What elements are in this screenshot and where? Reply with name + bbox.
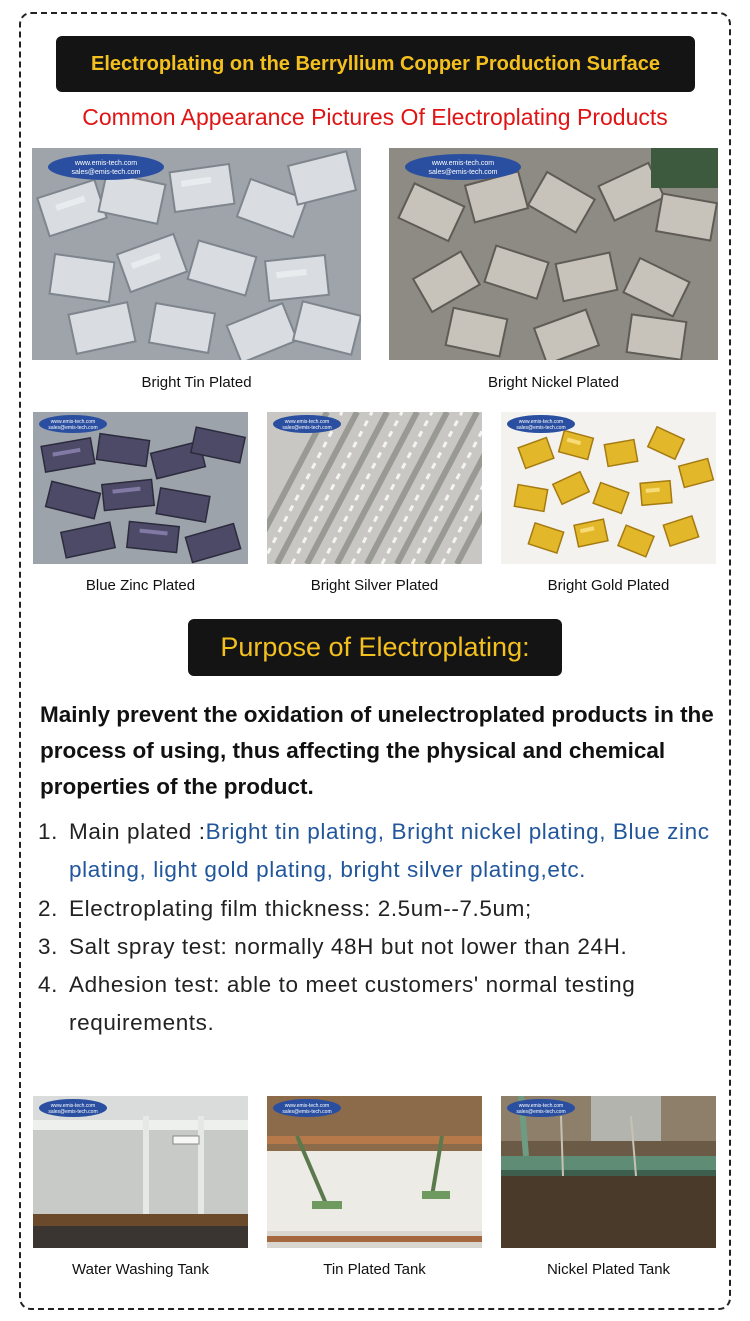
photo-stamp-website: www.emis-tech.com (74, 160, 138, 167)
svg-text:www.emis-tech.com: www.emis-tech.com (518, 419, 564, 425)
caption-silver: Bright Silver Plated (310, 577, 439, 594)
svg-text:www.emis-tech.com: www.emis-tech.com (284, 1103, 330, 1109)
svg-text:www.emis-tech.com: www.emis-tech.com (284, 419, 330, 425)
purpose-intro: Mainly prevent the oxidation of unelectroplated products in the process of using, thus affecting the physical and chemical properties of the product. (40, 702, 714, 799)
svg-text:sales@emis-tech.com: sales@emis-tech.com (48, 425, 98, 431)
list-item: 4. Adhesion test: able to meet customers' normal testing requirements. (38, 972, 636, 1036)
svg-text:www.emis-tech.com: www.emis-tech.com (518, 1103, 564, 1109)
caption-tin-plated-tank: Tin Plated Tank (323, 1261, 426, 1278)
list-item: 3. Salt spray test: normally 48H but not lower than 24H. (38, 933, 628, 959)
list-item: 2. Electroplating film thickness: 2.5um--7.5um; (38, 895, 532, 921)
svg-text:www.emis-tech.com: www.emis-tech.com (50, 419, 96, 425)
purpose-title: Purpose of Electroplating: (220, 632, 530, 662)
purpose-heading (188, 619, 562, 676)
banner-title: Electroplating on the Berryllium Copper Production Surface (91, 52, 660, 75)
section-subtitle: Common Appearance Pictures Of Electroplating Products (82, 104, 668, 130)
photo-stamp-email: sales@emis-tech.com (71, 169, 141, 176)
svg-text:sales@emis-tech.com: sales@emis-tech.com (48, 1109, 98, 1115)
svg-text:www.emis-tech.com: www.emis-tech.com (50, 1103, 96, 1109)
caption-tin: Bright Tin Plated (141, 374, 252, 391)
water-washing-tank-photo (33, 1096, 248, 1248)
svg-text:sales@emis-tech.com: sales@emis-tech.com (516, 1109, 566, 1115)
zinc-plated-photo (33, 412, 248, 564)
caption-gold: Bright Gold Plated (547, 577, 670, 594)
caption-nickel: Bright Nickel Plated (488, 374, 619, 391)
caption-water-washing-tank: Water Washing Tank (72, 1261, 209, 1278)
tin-plated-photo (32, 148, 361, 360)
svg-text:www.emis-tech.com: www.emis-tech.com (431, 160, 495, 167)
caption-zinc: Blue Zinc Plated (85, 577, 196, 594)
purpose-list (38, 813, 738, 1043)
gold-plated-photo (501, 412, 716, 564)
svg-text:sales@emis-tech.com: sales@emis-tech.com (516, 425, 566, 431)
svg-text:sales@emis-tech.com: sales@emis-tech.com (428, 169, 498, 176)
svg-text:sales@emis-tech.com: sales@emis-tech.com (282, 1109, 332, 1115)
svg-text:sales@emis-tech.com: sales@emis-tech.com (282, 425, 332, 431)
list-item: 1. Main plated :Bright tin plating, Bright nickel plating, Blue zinc plating, light gold plating, bright silver plating,etc. (38, 819, 710, 883)
page-banner (56, 36, 695, 92)
nickel-plated-photo (389, 148, 718, 360)
silver-plated-photo (267, 412, 482, 564)
caption-nickel-plated-tank: Nickel Plated Tank (546, 1261, 671, 1278)
tin-plated-tank-photo (267, 1096, 482, 1248)
nickel-plated-tank-photo (501, 1096, 716, 1248)
